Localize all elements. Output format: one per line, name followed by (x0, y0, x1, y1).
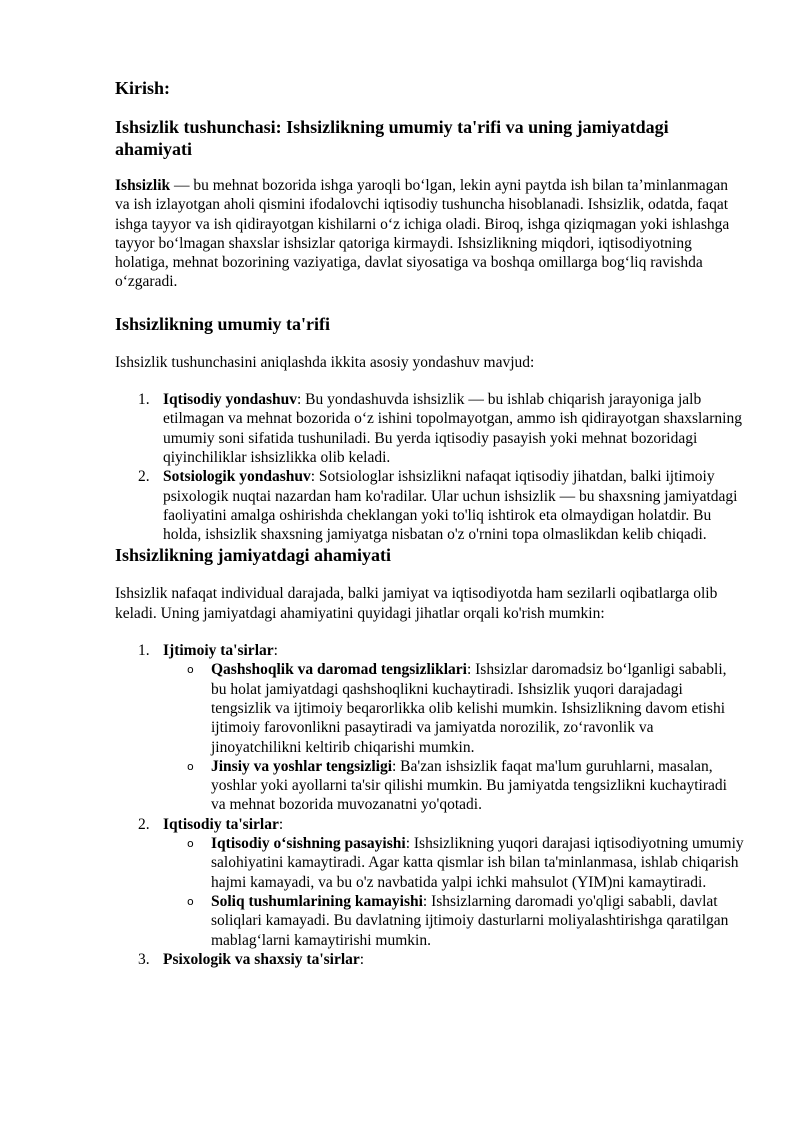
sub-list (163, 660, 745, 814)
bullet-marker: o (187, 894, 194, 908)
sub-list (163, 834, 745, 950)
sub-item-text: : Ishsizlarning daromadi yo'qligi sababli, davlat soliqlari kamayadi. Bu davlatning ijtimoiy dasturlarni moliyalashtirishga qaratilgan mablag‘larni kamaytirishi mumkin. (211, 892, 729, 949)
sub-item-term: Jinsiy va yoshlar tengsizligi (211, 757, 392, 775)
list-item-suffix: : (273, 642, 278, 660)
list-item-text: : Bu yondashuvda ishsizlik — bu ishlab chiqarish jarayoniga jalb etilmagan va mehnat bozorida o‘z ishini topolmayotgan, ammo ish qidirayotgan shaxslarning umumiy soni sifatida tushuniladi. Bu yerda iqtisodiy pasayish yoki mehnat bozoridagi qiyinchiliklar ishsizlikka olib keladi. (163, 391, 742, 466)
list-item (115, 641, 745, 815)
heading-kirish: Kirish: (115, 78, 171, 98)
list-number: 2. (138, 815, 150, 833)
sub-list-item (163, 834, 745, 892)
heading-main: Ishsizlik tushunchasi: Ishsizlikning umumiy ta'rifi va uning jamiyatdagi ahamiyati (115, 117, 669, 159)
sub-list-item (163, 757, 745, 815)
effects-list (115, 641, 745, 969)
list-item (115, 467, 745, 544)
list-number: 3. (138, 950, 150, 968)
section-significance-lead: Ishsizlik nafaqat individual darajada, balki jamiyat va iqtisodiyotda ham sezilarli oqibatlarga olib keladi. Uning jamiyatdagi ahamiyatini quyidagi jihatlar orqali ko'rish mumkin: (115, 585, 718, 622)
section-definition-lead: Ishsizlik tushunchasini aniqlashda ikkita asosiy yondashuv mavjud: (115, 353, 535, 371)
sub-item-term: Qashshoqlik va daromad tengsizliklari (211, 661, 467, 679)
list-item-suffix: : (359, 950, 365, 968)
heading-section-definition: Ishsizlikning umumiy ta'rifi (115, 313, 331, 334)
list-number: 1. (138, 642, 150, 660)
bullet-marker: o (187, 663, 194, 677)
sub-item-text: : Ba'zan ishsizlik faqat ma'lum guruhlarni, masalan, yoshlar yoki ayollarni ta'sir qilishi mumkin. Bu jamiyatda tengsizlikni kuchaytiradi va mehnat bozorida muvozanatni yo'qotadi. (211, 757, 727, 814)
list-number: 1. (138, 391, 150, 409)
sub-list-item (163, 892, 745, 950)
sub-item-term: Iqtisodiy o‘sishning pasayishi (211, 835, 406, 853)
list-item (115, 390, 745, 467)
sub-list-item (163, 660, 745, 756)
heading-section-significance: Ishsizlikning jamiyatdagi ahamiyati (115, 545, 392, 566)
intro-text: — bu mehnat bozorida ishga yaroqli bo‘lgan, lekin ayni paytda ish bilan ta’minlanmagan va ish izlayotgan aholi qismini ifodalovchi iqtisodiy tushuncha hisoblanadi. Ishsizlik, odatda, faqat ishga tayyor va ish qidirayotgan kishilarni o‘z ichiga oladi. Biroq, ishga qiziqmagan yoki ishlashga tayyor bo‘lmagan shaxslar ishsizlar qatoriga kirmaydi. Ishsizlikning miqdori, iqtisodiyotning holatiga, mehnat bozorining vaziyatiga, davlat siyosatiga va boshqa omillarga bog‘liq ravishda o‘zgaradi. (115, 177, 730, 291)
list-item-term: Iqtisodiy yondashuv (163, 391, 297, 409)
bullet-marker: o (187, 837, 194, 851)
approaches-list (115, 390, 745, 544)
intro-paragraph (115, 176, 745, 292)
bullet-marker: o (187, 759, 194, 773)
list-item-term: Ijtimoiy ta'sirlar (163, 642, 274, 660)
sub-item-text: : Ishsizlar daromadsiz bo‘lganligi sababli, bu holat jamiyatdagi qashshoqlikni kuchaytiradi. Ishsizlik yuqori darajadagi tengsizlik va ijtimoiy beqarorlikka olib kelishi mumkin. Ishsizlikning davom etishi ijtimoiy farovonlikni pasaytiradi va jamiyatda norozilik, zo‘ravonlik va jinoyatchilikni keltirib chiqarishi mumkin. (211, 661, 727, 756)
list-item-term: Psixologik va shaxsiy ta'sirlar (163, 950, 360, 968)
list-item-text: : Sotsiologlar ishsizlikni nafaqat iqtisodiy jihatdan, balki ijtimoiy psixologik nuqtai nazardan ham ko'radilar. Ular uchun ishsizlik — bu shaxsning jamiyatdagi faoliyatini amalga oshirishda cheklangan yoki to'liq ishtirok eta olmaydigan holatdir. Bu holda, ishsizlik shaxsning jamiyatga nisbatan o'z o'rnini topa olmaslikdan kelib chiqadi. (163, 468, 738, 544)
document-body (115, 77, 745, 969)
intro-term: Ishsizlik (115, 177, 171, 194)
list-item-suffix: : (278, 815, 284, 833)
sub-item-term: Soliq tushumlarining kamayishi (211, 892, 423, 910)
list-item (115, 950, 745, 969)
list-item (115, 815, 745, 950)
sub-item-text: : Ishsizlikning yuqori darajasi iqtisodiyotning umumiy salohiyatini kamaytiradi. Agar katta qismlar ish bilan ta'minlanmasa, ishlab chiqarish hajmi kamayadi, va bu o'z navbatida yalpi ichki mahsulot (YIM)ni kamaytiradi. (211, 835, 744, 891)
list-number: 2. (138, 468, 150, 486)
list-item-term: Iqtisodiy ta'sirlar (163, 815, 279, 833)
list-item-term: Sotsiologik yondashuv (163, 468, 311, 486)
